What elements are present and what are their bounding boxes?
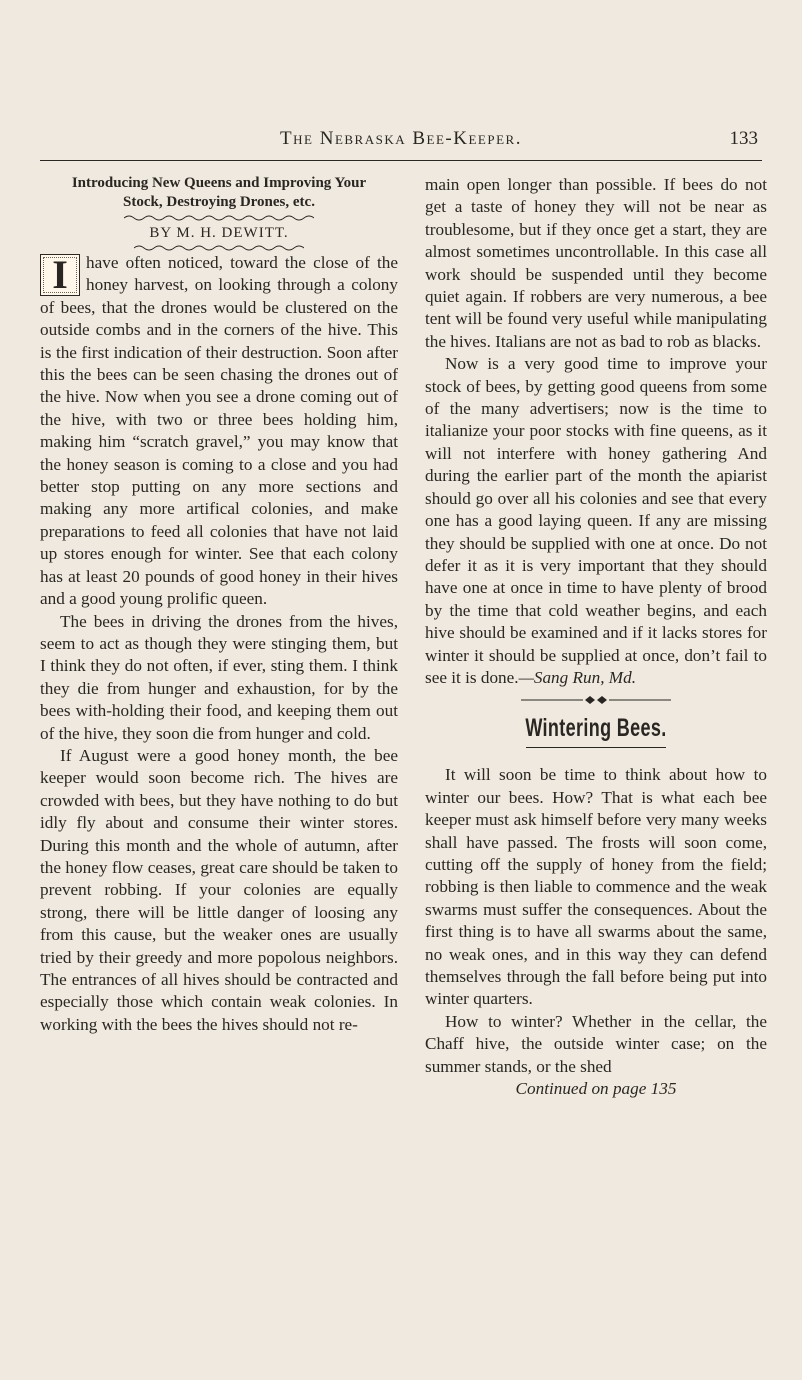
continued-notice: Continued on page 135 — [515, 1079, 677, 1099]
article-title — [40, 174, 398, 212]
paragraph: How to winter? Whether in the cellar, the Chaff hive, the outside winter case; on the summer stands, or the shed — [425, 1011, 767, 1076]
paragraph: The bees in driving the drones from the hives, seem to act as though they were stinging them, but I think they do not often, if ever, sting them. I think they die from hunger and exhaustion, for by the bees with-holding their food, and keeping them out of the hive, they soon die from hunger and cold. — [40, 611, 398, 743]
section-heading: Wintering Bees. — [525, 714, 667, 743]
paragraph-text: Now is a very good time to improve your stock of bees, by getting good queens from some of the many advertisers; now is the time to italianize your poor stocks with fine queens, as it will not interfere with honey gathering And during the earlier part of the month the apiarist should go over all his colonies and see that every one has a good laying queen. If any are missing they should be supplied with one at once. Do not defer it as it is very important that they should have one at once in time to have plenty of brood by the time that cold weather begins, and each hive should be examined and if it lacks stores for winter it should be supplied at once, don’t fail to see it is done. — [425, 354, 767, 687]
wavy-rule-ornament — [124, 214, 314, 222]
running-title: The Nebraska Bee-Keeper. — [280, 128, 522, 149]
right-column — [425, 174, 767, 1100]
running-header — [40, 128, 762, 158]
heading-rule — [526, 747, 666, 748]
wavy-rule-ornament — [134, 244, 304, 252]
page-number: 133 — [729, 128, 758, 149]
header-rule — [40, 160, 762, 161]
signoff: —Sang Run, Md. — [518, 667, 637, 687]
left-column — [40, 174, 398, 1036]
article-title-line-1: Introducing New Queens and Improving Your — [71, 175, 367, 191]
paragraph: If August were a good honey month, the bee keeper would soon become rich. The hives are crowded with bees, but they have nothing to do but idly fly about and consume their winter stores. During this month and the whole of autumn, after the honey flow ceases, great care should be taken to prevent robbing. If your colonies are equally strong, there will be little danger of loosing any from this cause, but the weaker ones are usually tried by their greedy and more popolous neighbors. The entrances of all hives should be contracted and especially those which contain weak colonies. In working with the bees the hives should not re- — [40, 745, 398, 1034]
byline: BY M. H. DEWITT. — [149, 225, 289, 241]
paragraph-text: have often noticed, toward the close of the honey harvest, on looking through a colony of bees, that the drones would be clustered on the outside combs and in the corners of the hive. This is the first indication of their destruction. Soon after this the bees can be seen chasing the drones out of the hive. Now when you see a drone coming out of the hive, with two or three bees holding him, making him “scratch gravel,” you may know that the honey season is coming to a close and you had better stop putting on any more sections and making any more artifical colonies, and make preparations to feed all colonies that have not laid up stores enough for winter. See that each colony has at least 20 pounds of good honey in their hives and a good young prolific queen. — [40, 253, 398, 609]
drop-cap: I — [40, 254, 80, 296]
paragraph: It will soon be time to think about how to winter our bees. How? That is what each bee keeper must ask himself before very many weeks shall have passed. The frosts will soon come, cutting off the supply of honey from the field; robbing is then liable to commence and the weak swarms must suffer the consequences. About the first thing is to have all swarms about the same, no weak ones, and in this way they can defend themselves through the fall before being put into winter quarters. — [425, 765, 767, 1009]
paragraph: main open longer than possible. If bees do not get a taste of honey they will not be near as troublesome, but if they once get a start, they are almost sometimes uncontrollable. In this case all work should be suspended until they become quiet again. If robbers are very numerous, a bee tent will be found very useful while manipulating the hives. Italians are not as bad to rob as blacks. — [425, 175, 767, 351]
paragraph — [425, 353, 767, 689]
article-title-line-2: Stock, Destroying Drones, etc. — [123, 194, 315, 210]
paragraph — [40, 252, 398, 611]
diamond-rule-ornament — [521, 695, 671, 705]
